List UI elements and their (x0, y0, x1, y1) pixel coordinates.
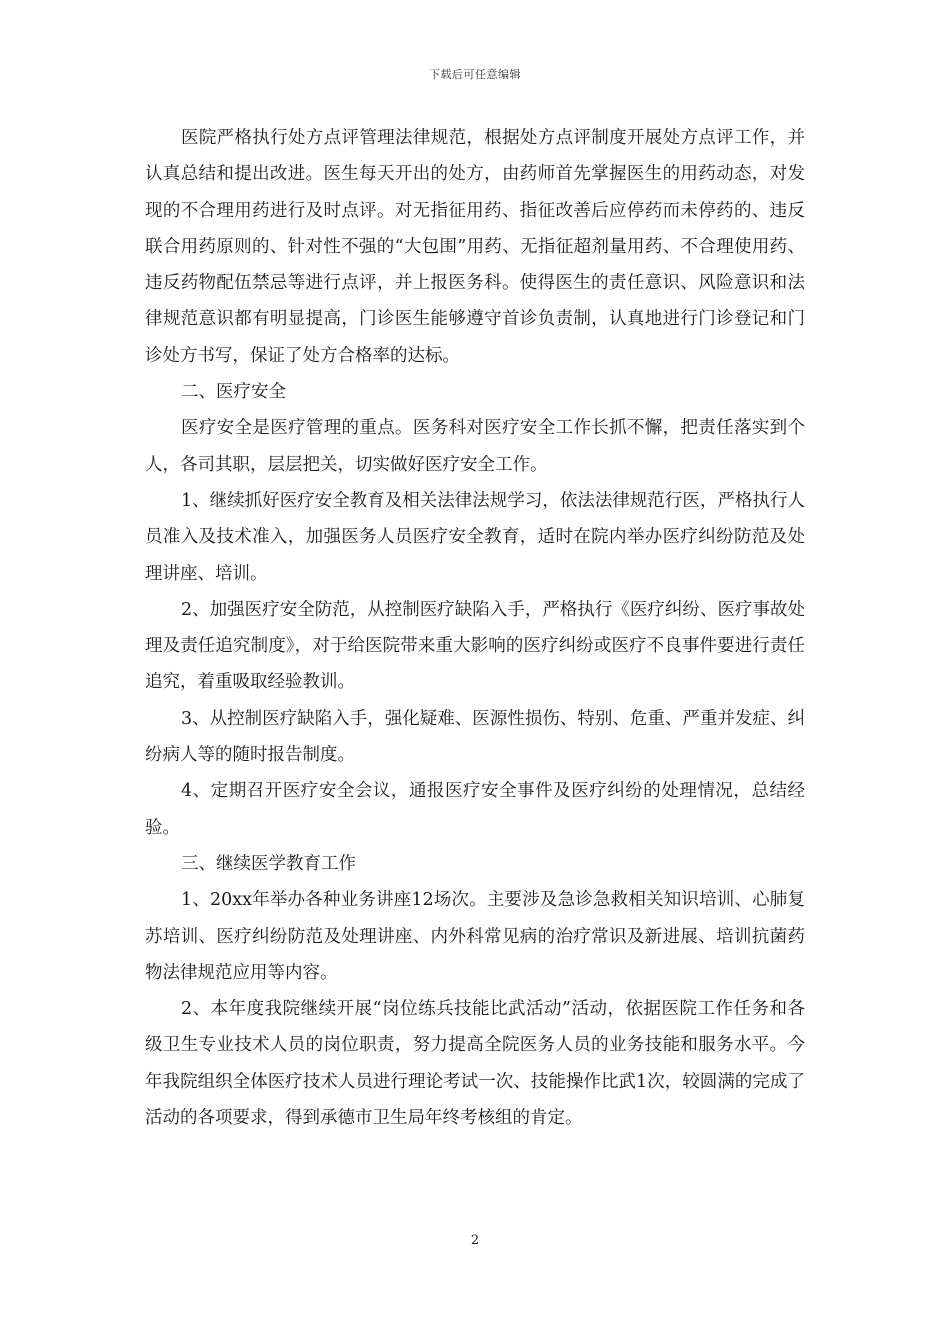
document-body (145, 120, 805, 1136)
paragraph-safety-item-1: 1、继续抓好医疗安全教育及相关法律法规学习，依法法律规范行医，严格执行人员准入及技术准入，加强医务人员医疗安全教育，适时在院内举办医疗纠纷防范及处理讲座、培训。 (145, 490, 805, 584)
section-heading-continuing-education: 三、继续医学教育工作 (181, 853, 356, 874)
paragraph-education-item-2: 2、本年度我院继续开展“岗位练兵技能比武活动”活动，依据医院工作任务和各级卫生专业技术人员的岗位职责，努力提高全院医务人员的业务技能和服务水平。今年我院组织全体医疗技术人员进行理论考试一次、技能操作比武1次，较圆满的完成了活动的各项要求，得到承德市卫生局年终考核组的肯定。 (145, 999, 805, 1129)
paragraph-education-item-1: 1、20xx年举办各种业务讲座12场次。主要涉及急诊急救相关知识培训、心肺复苏培训、医疗纠纷防范及处理讲座、内外科常见病的治疗常识及新进展、培训抗菌药物法律规范应用等内容。 (145, 890, 805, 983)
paragraph-medical-safety-intro: 医疗安全是医疗管理的重点。医务科对医疗安全工作长抓不懈，把责任落实到个人，各司其职，层层把关，切实做好医疗安全工作。 (145, 418, 805, 475)
page-header-note: 下载后可任意编辑 (429, 68, 521, 81)
paragraph-prescription-review: 医院严格执行处方点评管理法律规范，根据处方点评制度开展处方点评工作，并认真总结和提出改进。医生每天开出的处方，由药师首先掌握医生的用药动态，对发现的不合理用药进行及时点评。对无指征用药、指征改善后应停药而未停药的、违反联合用药原则的、针对性不强的“大包围”用药、无指征超剂量用药、不合理使用药、违反药物配伍禁忌等进行点评，并上报医务科。使得医生的责任意识、风险意识和法律规范意识都有明显提高，门诊医生能够遵守首诊负责制，认真地进行门诊登记和门诊处方书写，保证了处方合格率的达标。 (145, 128, 805, 366)
section-heading-medical-safety: 二、医疗安全 (181, 382, 286, 403)
paragraph-safety-item-4: 4、定期召开医疗安全会议，通报医疗安全事件及医疗纠纷的处理情况，总结经验。 (145, 781, 805, 838)
paragraph-safety-item-3: 3、从控制医疗缺陷入手，强化疑难、医源性损伤、特别、危重、严重并发症、纠纷病人等的随时报告制度。 (145, 708, 805, 766)
paragraph-safety-item-2: 2、加强医疗安全防范，从控制医疗缺陷入手，严格执行《医疗纠纷、医疗事故处理及责任追究制度》，对于给医院带来重大影响的医疗纠纷或医疗不良事件要进行责任追究，着重吸取经验教训。 (145, 599, 805, 693)
page-number: 2 (470, 1233, 480, 1248)
